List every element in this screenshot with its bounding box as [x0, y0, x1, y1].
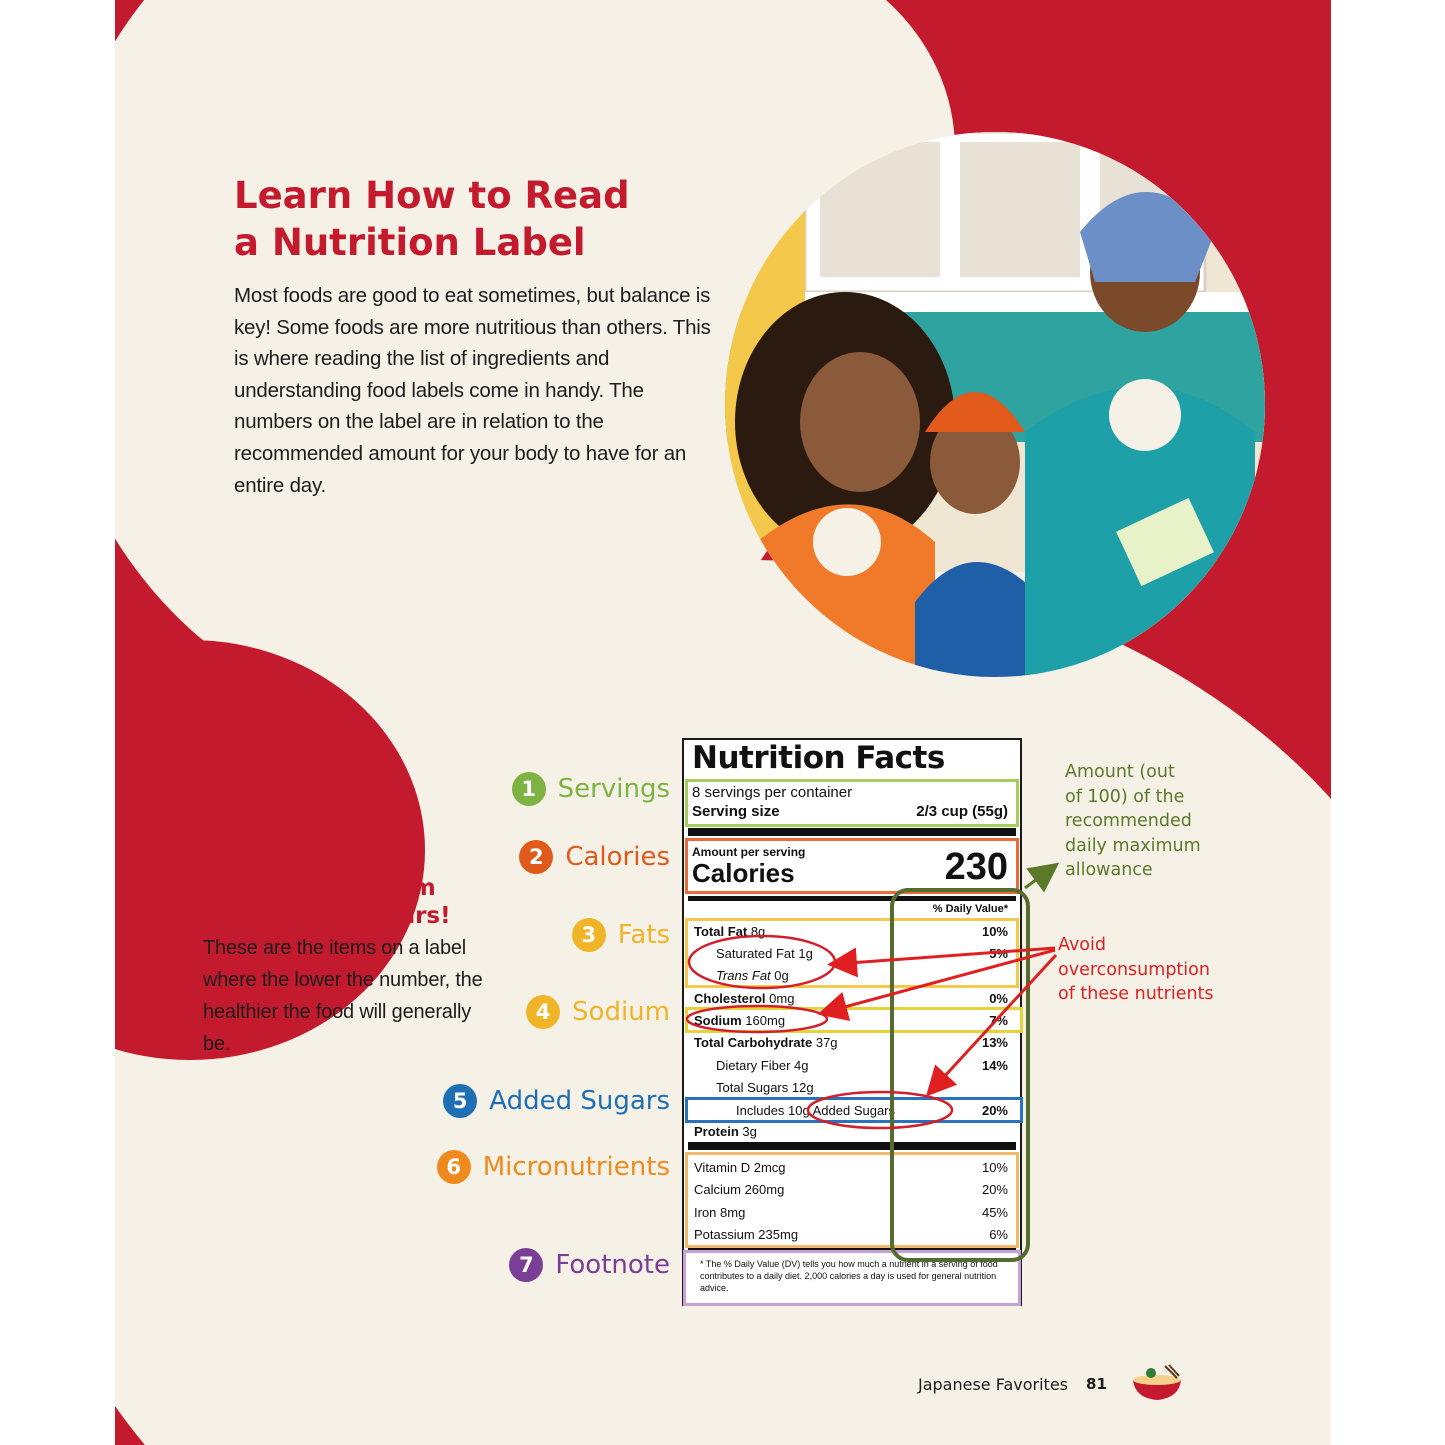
amount-note-line: daily maximum [1065, 835, 1201, 856]
amount-note-line: of 100) of the [1065, 786, 1185, 807]
added-sugars-label: Includes 10g Added Sugars [736, 1103, 896, 1118]
total-fat-amount: 8g [750, 924, 766, 939]
sodium-dv: 7% [989, 1013, 1008, 1028]
footer-section-name: Japanese Favorites [918, 1374, 1069, 1394]
attention-heading-line-3: Trans Fat, Sodium [203, 875, 436, 901]
arrow-to-sodium [826, 950, 1055, 1012]
callout-number-badge: 5 [443, 1084, 477, 1118]
daily-value-header: % Daily Value* [932, 903, 1008, 915]
nutrition-facts-title: Nutrition Facts [692, 740, 945, 776]
callout-number-badge: 1 [512, 772, 546, 806]
label-footnote: * The % Daily Value (DV) tells you how much a nutrient in a serving of food contributes to a daily diet. 2,000 calories a day is used for general nutrition advice. [700, 1259, 998, 1293]
total-carb-amount: 37g [815, 1035, 838, 1050]
avoid-note-line: Avoid [1058, 935, 1106, 955]
arrow-to-fats [836, 948, 1055, 964]
serving-size-value: 2/3 cup (55g) [916, 803, 1008, 820]
saturated-fat-label: Saturated Fat [716, 946, 795, 961]
cholesterol-dv: 0% [989, 991, 1008, 1006]
cholesterol-label: Cholesterol [694, 991, 766, 1006]
attention-body: These are the items on a label where the lower the number, the healthier the food will generally be. [203, 937, 483, 1055]
page-title-line-2: a Nutrition Label [234, 221, 586, 264]
attention-heading-line-2: Saturated Fat, [203, 847, 390, 873]
avoid-note-line: of these nutrients [1058, 984, 1214, 1004]
micronutrient-potassium: Potassium 235mg [694, 1227, 799, 1242]
total-fat-label: Total Fat [694, 924, 748, 939]
amount-per-serving: Amount per serving [692, 845, 806, 859]
callout-number-badge: 6 [437, 1150, 471, 1184]
serving-size-label: Serving size [692, 803, 780, 820]
micronutrient-potassium-dv: 6% [989, 1227, 1008, 1242]
protein-label: Protein [694, 1124, 739, 1139]
micronutrient-iron-dv: 45% [981, 1205, 1008, 1220]
total-sugars-amount: 12g [791, 1080, 814, 1095]
total-sugars-label: Total Sugars [716, 1080, 789, 1095]
amount-note-line: recommended [1065, 811, 1192, 831]
fiber-amount: 4g [794, 1058, 809, 1073]
micronutrient-vitamin-d-dv: 10% [981, 1160, 1008, 1175]
callout-label: Footnote [555, 1250, 670, 1280]
total-carb-label: Total Carbohydrate [694, 1035, 813, 1050]
avoid-note [1058, 933, 1258, 1007]
arrow-to-added-sugars [932, 955, 1056, 1090]
added-sugars-circle [808, 1092, 952, 1128]
page-footer [918, 1364, 1185, 1404]
callout-label: Servings [557, 774, 670, 804]
trans-fat-label: Trans Fat [716, 968, 771, 983]
ramen-bowl-icon [1129, 1364, 1185, 1404]
callout-label: Sodium [572, 997, 670, 1027]
calories-value: 230 [944, 846, 1008, 888]
page-number: 81 [1086, 1375, 1107, 1393]
trans-fat-amount: 0g [774, 968, 789, 983]
callout-label: Added Sugars [489, 1086, 670, 1116]
protein-amount: 3g [742, 1124, 757, 1139]
attention-heading-line-4: and Added Sugars! [203, 903, 451, 929]
saturated-trans-fat-circle [689, 936, 835, 988]
avoid-note-line: overconsumption [1058, 959, 1210, 980]
servings-per-container: 8 servings per container [692, 784, 853, 801]
calories-label: Calories [692, 858, 795, 888]
fiber-label: Dietary Fiber [716, 1058, 791, 1073]
amount-note [1065, 760, 1240, 883]
callout-number-badge: 4 [526, 995, 560, 1029]
sodium-label: Sodium [694, 1013, 742, 1028]
sodium-amount: 160mg [745, 1013, 786, 1028]
callout-label: Micronutrients [482, 1152, 670, 1182]
intro-paragraph: Most foods are good to eat sometimes, but balance is key! Some foods are more nutritious than others. This is where reading the list of ingredients and understanding food labels come in handy. The numbers on the label are in relation to the recommended amount for your body to have for an entire day. [234, 284, 711, 497]
callout-label: Fats [617, 920, 670, 950]
callout-number-badge: 3 [572, 918, 606, 952]
total-fat-dv: 10% [981, 924, 1008, 939]
cholesterol-amount: 0mg [769, 991, 795, 1006]
amount-note-line: allowance [1065, 860, 1153, 880]
callout-number-badge: 2 [519, 840, 553, 874]
micronutrient-calcium: Calcium 260mg [694, 1182, 785, 1197]
fiber-dv: 14% [981, 1058, 1008, 1073]
micronutrient-vitamin-d: Vitamin D 2mcg [694, 1160, 786, 1175]
saturated-fat-dv: 5% [989, 946, 1008, 961]
saturated-fat-amount: 1g [798, 946, 813, 961]
total-carb-dv: 13% [981, 1035, 1008, 1050]
callout-number-badge: 7 [509, 1248, 543, 1282]
micronutrient-calcium-dv: 20% [981, 1182, 1008, 1197]
amount-note-line: Amount (out [1065, 762, 1175, 782]
page-title-line-1: Learn How to Read [234, 174, 630, 217]
arrow-to-amount-note [1025, 868, 1052, 888]
added-sugars-dv: 20% [981, 1103, 1008, 1118]
attention-heading-line-1: Pay attention to [203, 819, 413, 845]
callout-label: Calories [565, 842, 670, 872]
sodium-circle [687, 1006, 827, 1032]
micronutrient-iron: Iron 8mg [694, 1205, 746, 1220]
